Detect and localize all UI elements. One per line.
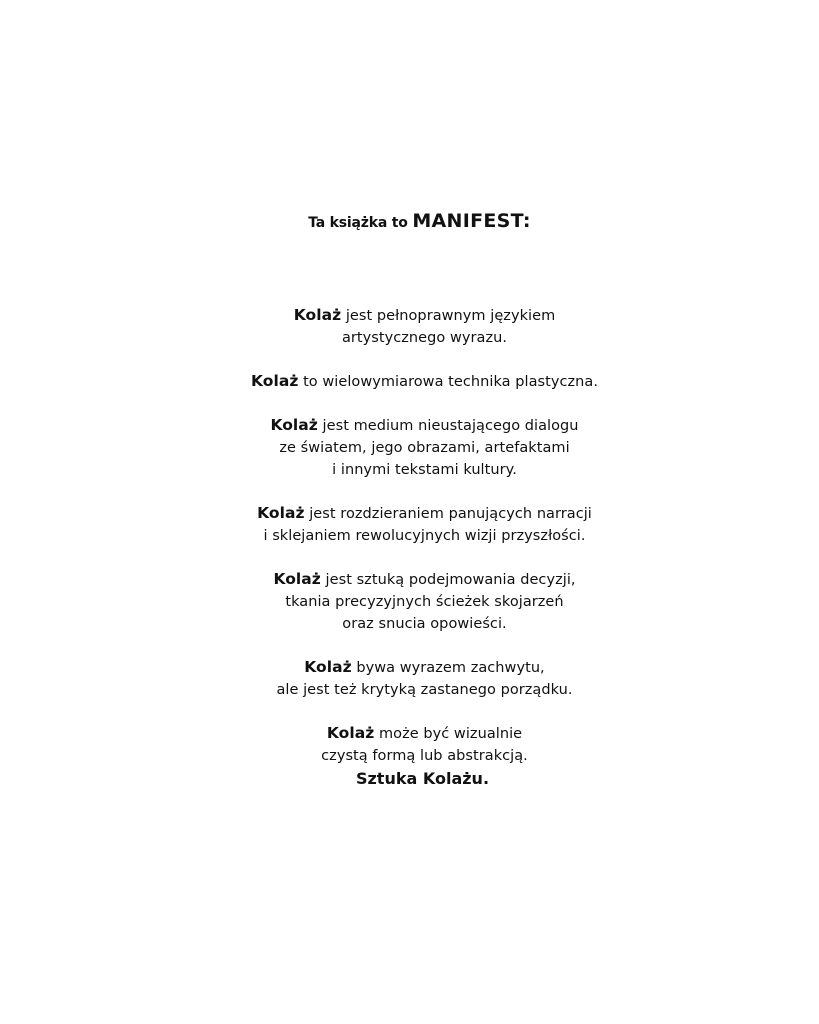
statement-first-line — [0, 304, 819, 327]
statement-text: jest sztuką podejmowania decyzji, — [320, 572, 576, 588]
manifesto-statement — [0, 722, 819, 767]
closing-line: Sztuka Kolażu. — [355, 769, 490, 788]
statement-first-line — [0, 414, 819, 437]
statement-text: jest pełnoprawnym językiem — [341, 308, 556, 324]
statement-first-line — [0, 656, 819, 679]
statement-keyword: Kolaż — [257, 504, 305, 522]
statement-line: oraz snucia opowieści. — [342, 616, 507, 632]
manifest-heading — [0, 207, 819, 237]
statement-line: artystycznego wyrazu. — [341, 330, 508, 346]
statement-line: i innymi tekstami kultury. — [332, 462, 517, 478]
statement-keyword: Kolaż — [293, 306, 342, 324]
heading-prefix: Ta książka to — [308, 215, 408, 231]
statement-text: może być wizualnie — [374, 726, 523, 742]
statement-text: to wielowymiarowa technika plastyczna. — [298, 374, 599, 390]
manifesto-statement — [0, 502, 819, 547]
manifesto-statements — [0, 304, 819, 788]
manifesto-statement — [0, 370, 819, 393]
statement-keyword: Kolaż — [250, 372, 299, 390]
statement-line: i sklejaniem rewolucyjnych wizji przyszłości. — [263, 528, 586, 544]
statement-line: ze światem, jego obrazami, artefaktami — [279, 440, 570, 456]
manifesto-statement — [0, 568, 819, 635]
statement-line: ale jest też krytyką zastanego porządku. — [276, 682, 573, 698]
statement-line: tkania precyzyjnych ścieżek skojarzeń — [285, 594, 564, 610]
statement-first-line — [0, 370, 819, 393]
statement-keyword: Kolaż — [304, 658, 352, 676]
statement-keyword: Kolaż — [270, 416, 318, 434]
manifesto-statement — [0, 304, 819, 349]
statement-keyword: Kolaż — [326, 724, 375, 742]
statement-first-line — [0, 722, 819, 745]
manifesto-statement — [0, 414, 819, 481]
manifesto-statement — [0, 656, 819, 701]
statement-keyword: Kolaż — [273, 570, 321, 588]
heading-emphasis: MANIFEST: — [412, 210, 531, 232]
statement-first-line — [0, 568, 819, 591]
statement-text: jest rozdzieraniem panujących narracji — [304, 506, 592, 522]
statement-line: czystą formą lub abstrakcją. — [321, 748, 528, 764]
statement-text: bywa wyrazem zachwytu, — [351, 660, 545, 676]
statement-text: jest medium nieustającego dialogu — [317, 418, 579, 434]
statement-first-line — [0, 502, 819, 525]
